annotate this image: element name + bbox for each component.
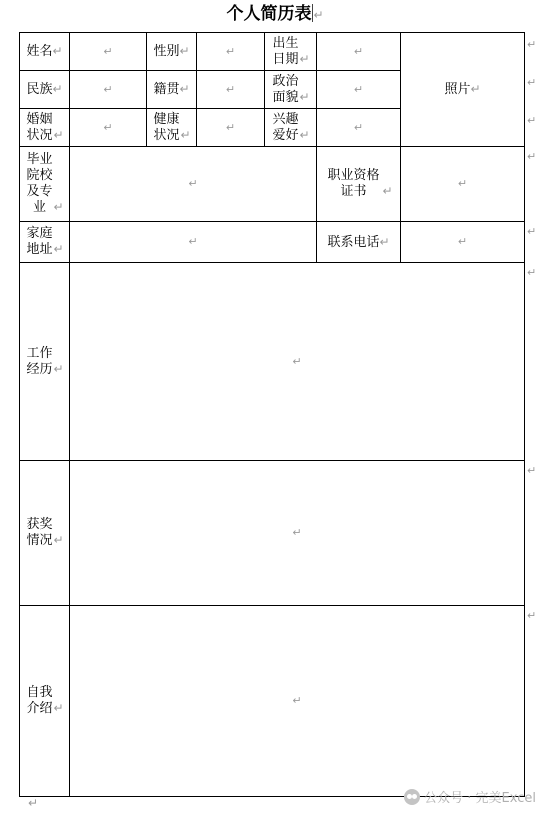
wechat-icon — [404, 789, 420, 805]
label-address: 家庭地址↵ — [20, 222, 70, 263]
label-hobbies: 兴趣爱好↵ — [265, 109, 317, 147]
label-certificate: 职业资格证书 ↵ — [317, 147, 401, 222]
birth-date-field[interactable]: ↵ — [317, 33, 401, 71]
address-field[interactable]: ↵ — [70, 222, 317, 263]
hobbies-field[interactable]: ↵ — [317, 109, 401, 147]
label-health: 健康状况↵ — [147, 109, 197, 147]
work-history-field[interactable]: ↵ — [70, 263, 525, 461]
label-ethnicity: 民族↵ — [20, 71, 70, 109]
phone-field[interactable]: ↵ — [401, 222, 525, 263]
label-political-status: 政治面貌↵ — [265, 71, 317, 109]
label-native-place: 籍贯↵ — [147, 71, 197, 109]
label-awards: 获奖情况↵ — [20, 461, 70, 606]
row-end-mark: ↵ — [527, 114, 537, 127]
watermark — [404, 787, 536, 806]
certificate-field[interactable]: ↵ — [401, 147, 525, 222]
political-status-field[interactable]: ↵ — [317, 71, 401, 109]
row-end-mark: ↵ — [527, 225, 537, 238]
label-school-major: 毕业院校及专业 ↵ — [20, 147, 70, 222]
row-end-mark: ↵ — [527, 76, 537, 89]
label-marital-status: 婚姻状况↵ — [20, 109, 70, 147]
marital-status-field[interactable]: ↵ — [70, 109, 147, 147]
label-birth-date: 出生日期↵ — [265, 33, 317, 71]
name-field[interactable]: ↵ — [70, 33, 147, 71]
row-end-mark: ↵ — [527, 464, 537, 477]
native-place-field[interactable]: ↵ — [197, 71, 265, 109]
document-title: 个人简历表 ↵ — [226, 4, 324, 24]
row-end-mark: ↵ — [527, 609, 537, 622]
label-work-history: 工作经历↵ — [20, 263, 70, 461]
awards-field[interactable]: ↵ — [70, 461, 525, 606]
self-intro-field[interactable]: ↵ — [70, 606, 525, 797]
health-field[interactable]: ↵ — [197, 109, 265, 147]
row-end-mark: ↵ — [527, 266, 537, 279]
label-name: 姓名↵ — [20, 33, 70, 71]
row-end-mark: ↵ — [527, 38, 537, 51]
ethnicity-field[interactable]: ↵ — [70, 71, 147, 109]
watermark-text: 公众号 · 完美Excel — [424, 791, 536, 806]
label-self-intro: 自我介绍↵ — [20, 606, 70, 797]
school-major-field[interactable]: ↵ — [70, 147, 317, 222]
label-phone: 联系电话↵ — [317, 222, 401, 263]
photo-cell[interactable]: 照片↵ — [401, 33, 525, 147]
paragraph-end-mark: ↵ — [28, 796, 39, 810]
row-end-mark: ↵ — [527, 150, 537, 163]
resume-table — [19, 32, 525, 797]
label-gender: 性别↵ — [147, 33, 197, 71]
gender-field[interactable]: ↵ — [197, 33, 265, 71]
